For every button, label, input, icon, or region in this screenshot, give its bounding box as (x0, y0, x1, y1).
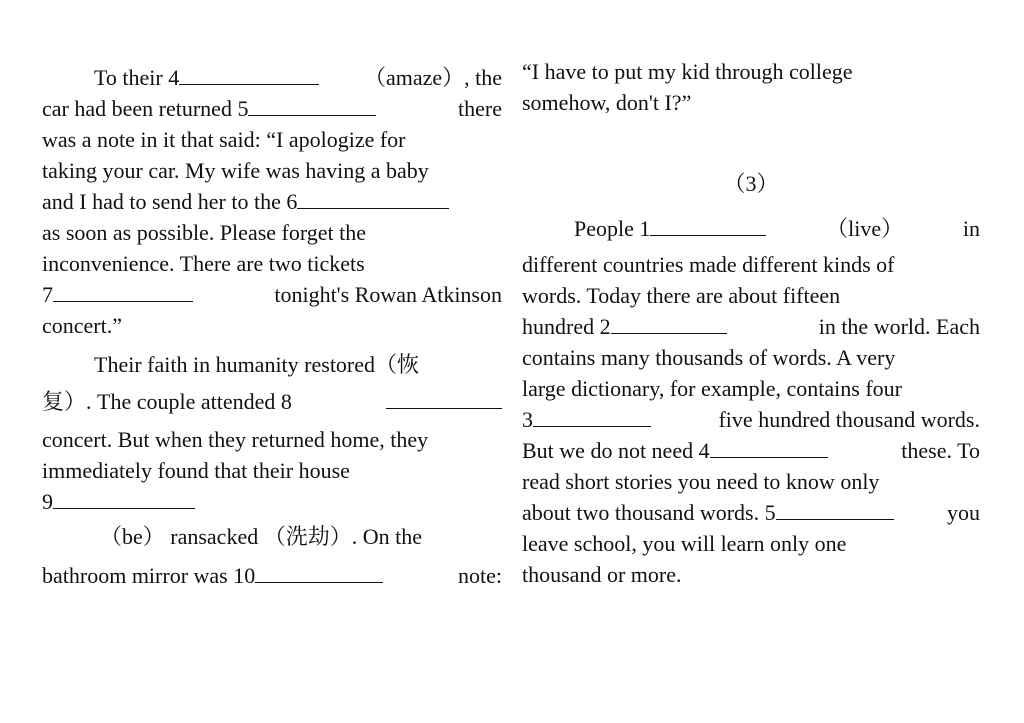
text-line: different countries made different kinds of (522, 252, 895, 277)
blank-3-4[interactable] (710, 435, 828, 458)
blank-5[interactable] (248, 93, 376, 116)
blank-6[interactable] (297, 186, 449, 209)
text-line: large dictionary, for example, contains four (522, 376, 902, 401)
text-line: concert. But when they returned home, they (42, 427, 429, 452)
text-segment: 7 (42, 282, 53, 307)
text-segment: note: (458, 563, 502, 588)
text-line: inconvenience. There are two tickets (42, 251, 365, 276)
text-segment: these. To (901, 438, 980, 463)
text-line: immediately found that their house (42, 458, 350, 483)
text-segment: in the world. Each (818, 314, 980, 339)
text-line: “I have to put my kid through college (522, 59, 853, 84)
text-segment: you (947, 500, 980, 525)
text-line: somehow, don't I?” (522, 90, 692, 115)
text-segment: there (458, 96, 502, 121)
blank-3-5[interactable] (776, 497, 894, 520)
text-line (42, 279, 502, 310)
text-segment: bathroom mirror was 10 (42, 563, 256, 588)
text-segment: 3 (522, 407, 533, 432)
text-line (42, 486, 502, 517)
text-segment: But we do not need 4 (522, 438, 710, 463)
text-line: contains many thousands of words. A very (522, 345, 896, 370)
paragraph-car-story (42, 62, 502, 341)
text-line: leave school, you will learn only one (522, 531, 847, 556)
text-segment: five hundred thousand words. (718, 407, 980, 432)
paragraph-words (522, 209, 980, 590)
text-line (42, 186, 502, 217)
text-line (522, 209, 980, 249)
text-line (522, 497, 980, 528)
text-segment: 9 (42, 489, 53, 514)
text-line: Their faith in humanity restored（恢 (94, 352, 420, 377)
text-segment: about two thousand words. 5 (522, 500, 776, 525)
section-heading: （3） (723, 171, 779, 196)
text-line (42, 62, 502, 93)
text-line (42, 380, 502, 424)
text-segment: hundred 2 (522, 314, 611, 339)
text-line (42, 93, 502, 124)
text-segment: car had been returned 5 (42, 96, 249, 121)
text-segment: To their 4 (94, 65, 180, 90)
text-segment: 复）. The couple attended 8 (42, 389, 292, 414)
text-line: （be） ransacked （洗劫）. On the (100, 524, 422, 549)
text-line (522, 435, 980, 466)
text-segment: tonight's Rowan Atkinson (274, 282, 502, 307)
blank-7[interactable] (53, 279, 193, 302)
text-line: as soon as possible. Please forget the (42, 220, 367, 245)
left-column (42, 62, 502, 595)
text-line: read short stories you need to know only (522, 469, 880, 494)
blank-8[interactable] (386, 386, 502, 409)
blank-9[interactable] (53, 486, 195, 509)
blank-10[interactable] (255, 560, 383, 583)
blank-3-2[interactable] (611, 311, 727, 334)
blank-3-1[interactable] (650, 213, 766, 236)
text-segment: in (962, 216, 980, 241)
text-line: was a note in it that said: “I apologize for (42, 127, 406, 152)
quote-continuation (522, 56, 980, 118)
text-segment: and I had to send her to the 6 (42, 189, 298, 214)
blank-4[interactable] (179, 62, 319, 85)
paragraph-faith (42, 349, 502, 595)
text-line: concert.” (42, 313, 122, 338)
text-line: words. Today there are about fifteen (522, 283, 841, 308)
text-line: thousand or more. (522, 562, 682, 587)
blank-3-3[interactable] (533, 404, 651, 427)
text-segment: （amaze）, the (363, 65, 502, 90)
text-segment: （live） (826, 216, 904, 241)
text-line (522, 404, 980, 435)
text-segment: People 1 (574, 216, 651, 241)
right-column (522, 56, 980, 590)
text-line (42, 557, 502, 595)
text-line: taking your car. My wife was having a baby (42, 158, 429, 183)
text-line (522, 311, 980, 342)
